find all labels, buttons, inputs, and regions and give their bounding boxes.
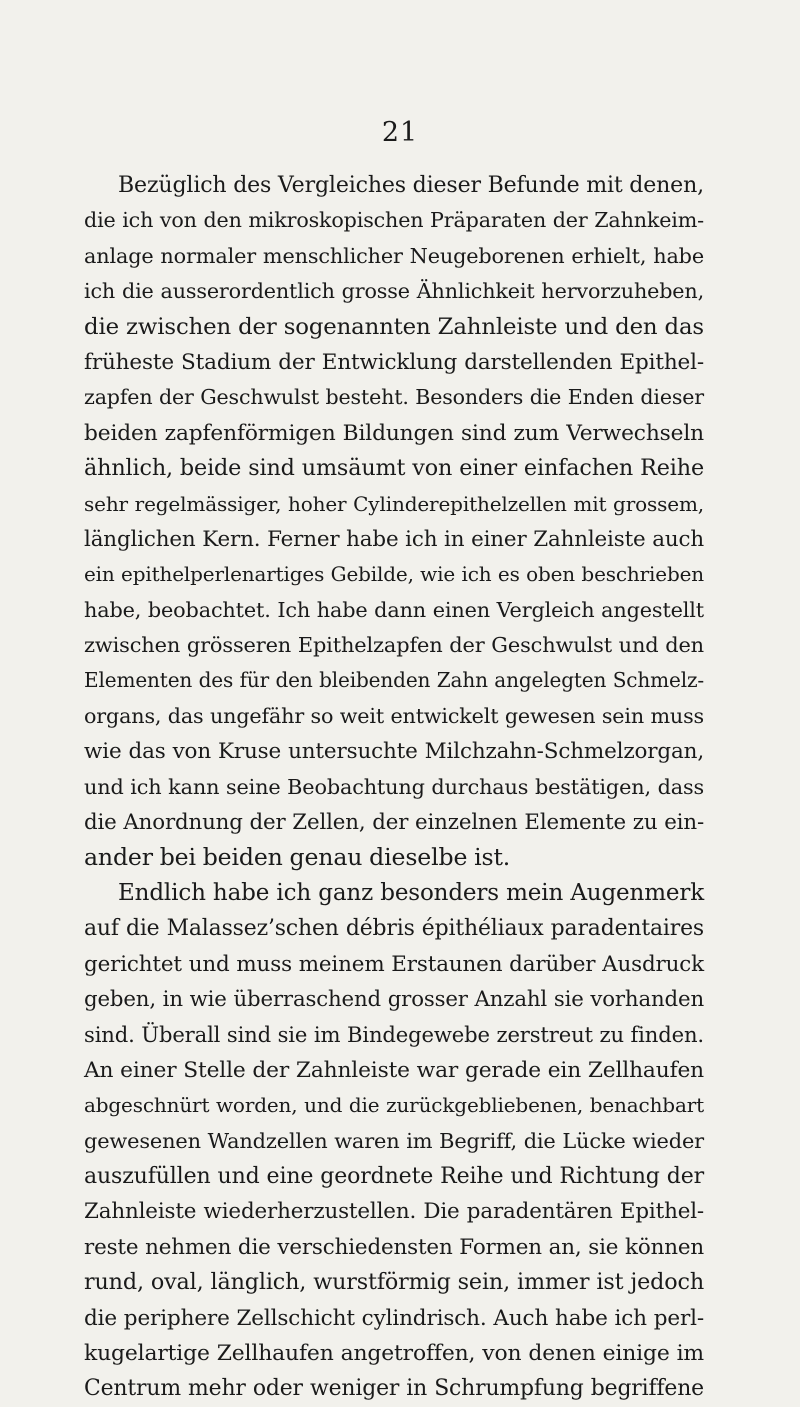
text-line: auf die Malassez’schen débris épithéliaux paradentaires xyxy=(84,916,704,942)
text-line: ander bei beiden genau dieselbe ist. xyxy=(84,843,511,872)
text-line: Elementen des für den bleibenden Zahn angelegten Schmelz- xyxy=(84,668,704,693)
page-number: 21 xyxy=(381,117,419,148)
text-line: abgeschnürt worden, und die zurückgebliebenen, benachbart xyxy=(84,1093,704,1118)
text-line: die zwischen der sogenannten Zahnleiste und den das xyxy=(84,313,704,340)
text-line: auszufüllen und eine geordnete Reihe und Richtung der xyxy=(84,1163,704,1189)
text-line: geben, in wie überraschend grosser Anzahl sie vorhanden xyxy=(84,986,704,1012)
text-line: zapfen der Geschwulst besteht. Besonders die Enden dieser xyxy=(84,385,704,410)
text-line: zwischen grösseren Epithelzapfen der Geschwulst und den xyxy=(84,633,704,658)
text-line: beiden zapfenförmigen Bildungen sind zum Verwechseln xyxy=(84,420,704,446)
text-line: rund, oval, länglich, wurstförmig sein, immer ist jedoch xyxy=(84,1269,704,1296)
text-line: kugelartige Zellhaufen angetroffen, von denen einige im xyxy=(84,1340,704,1366)
text-line: sind. Überall sind sie im Bindegewebe zerstreut zu finden. xyxy=(84,1022,704,1048)
body-text xyxy=(84,168,704,1407)
paragraph-1 xyxy=(84,168,704,876)
text-line: habe, beobachtet. Ich habe dann einen Vergleich angestellt xyxy=(84,597,704,622)
text-line: die periphere Zellschicht cylindrisch. Auch habe ich perl- xyxy=(84,1305,704,1331)
text-line: und ich kann seine Beobachtung durchaus bestätigen, dass xyxy=(84,774,704,799)
text-line: Centrum mehr oder weniger in Schrumpfung begriffene xyxy=(84,1376,704,1402)
text-line: anlage normaler menschlicher Neugeborenen erhielt, habe xyxy=(84,243,704,268)
text-line: die Anordnung der Zellen, der einzelnen Elemente zu ein- xyxy=(84,810,704,836)
text-line: ähnlich, beide sind umsäumt von einer einfachen Reihe xyxy=(84,455,704,482)
text-line: wie das von Kruse untersuchte Milchzahn-Schmelzorgan, xyxy=(84,739,704,765)
paragraph-2 xyxy=(84,876,704,1407)
text-line: ein epithelperlenartiges Gebilde, wie ich es oben beschrieben xyxy=(84,562,704,587)
text-line: früheste Stadium der Entwicklung darstellenden Epithel- xyxy=(84,349,704,375)
text-line: sehr regelmässiger, hoher Cylinderepithelzellen mit grossem, xyxy=(84,491,704,516)
text-line: länglichen Kern. Ferner habe ich in einer Zahnleiste auch xyxy=(84,526,704,552)
text-line: ich die ausserordentlich grosse Ähnlichkeit hervorzuheben, xyxy=(84,279,704,304)
text-line: Bezüglich des Vergleiches dieser Befunde mit denen, xyxy=(118,173,704,198)
text-line: reste nehmen die verschiedensten Formen an, sie können xyxy=(84,1234,704,1260)
text-line: An einer Stelle der Zahnleiste war gerade ein Zellhaufen xyxy=(84,1057,704,1083)
text-line: gewesenen Wandzellen waren im Begriff, die Lücke wieder xyxy=(84,1128,704,1153)
text-line: Endlich habe ich ganz besonders mein Augenmerk xyxy=(118,879,704,906)
text-line: organs, das ungefähr so weit entwickelt gewesen sein muss xyxy=(84,703,704,728)
text-line: Zahnleiste wiederherzustellen. Die paradentären Epithel- xyxy=(84,1199,704,1225)
text-line: gerichtet und muss meinem Erstaunen darüber Ausdruck xyxy=(84,951,704,977)
text-line: die ich von den mikroskopischen Präparaten der Zahnkeim- xyxy=(84,208,704,233)
